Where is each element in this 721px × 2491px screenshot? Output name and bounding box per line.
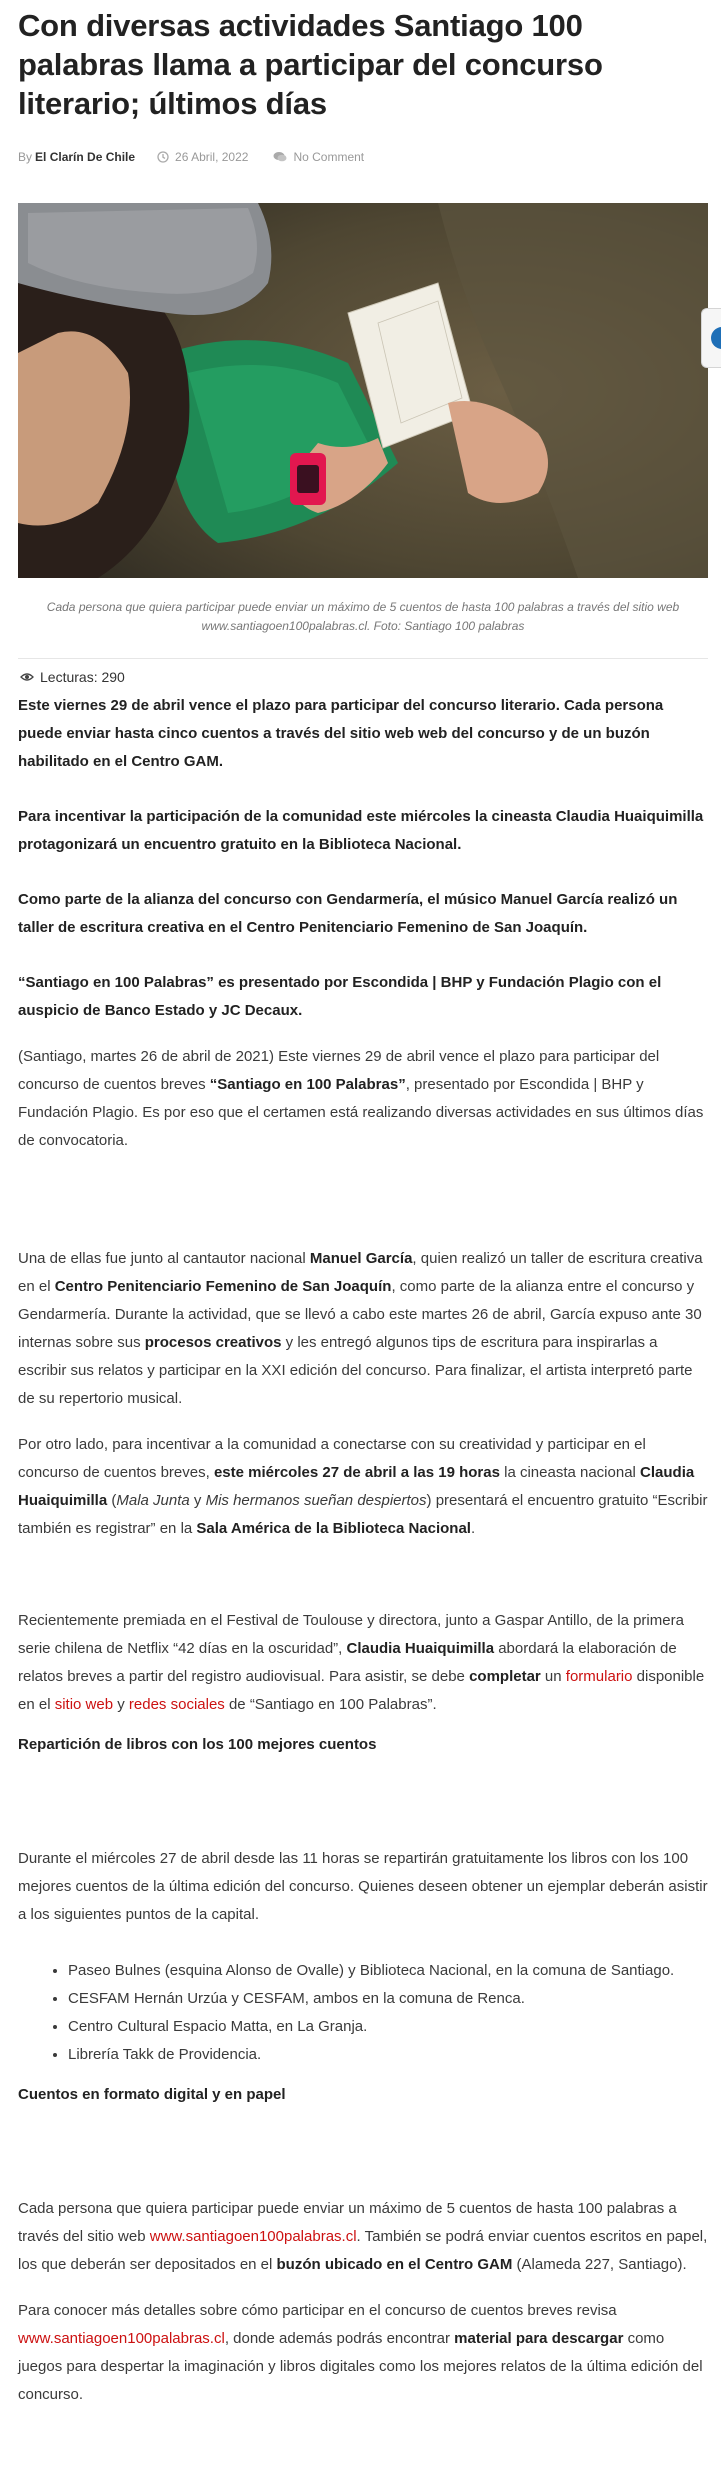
section-heading-books: Repartición de libros con los 100 mejores cuentos (18, 1736, 377, 1753)
bold-text: procesos creativos (144, 1334, 282, 1351)
by-label: By (18, 150, 33, 164)
reads-count: 290 (101, 669, 125, 685)
list-item: • Paseo Bulnes (esquina Alonso de Ovalle) y Biblioteca Nacional, en la comuna de Santiago. (68, 1957, 708, 1985)
body-paragraph (18, 1245, 708, 1413)
text: un (540, 1668, 566, 1685)
list-item: • Librería Takk de Providencia. (68, 2041, 708, 2069)
bold-text: este miércoles 27 de abril a las 19 horas (213, 1464, 500, 1481)
post-date (157, 150, 248, 164)
bold-text: material para descargar (454, 2330, 624, 2347)
form-link[interactable]: formulario (565, 1668, 633, 1685)
text: , como parte de la alianza entre el concurso y Gendarmería. Durante la actividad, que se llevó a cabo este martes 26 de abril, García expuso ante 30 internas sobre sus (18, 1278, 702, 1351)
text: como juegos para despertar la imaginación y libros digitales como los mejores relatos de la última edición del concurso. (18, 2330, 703, 2403)
text: (Santiago, martes 26 de abril de 2021) Este viernes 29 de abril vence el plazo para participar del concurso de cuentos breves (18, 1048, 660, 1093)
distribution-points-list (68, 1957, 708, 2069)
bold-text: completar (469, 1668, 541, 1685)
text: Para conocer más detalles sobre cómo participar en el concurso de cuentos breves revisa (18, 2302, 617, 2319)
bold-text: Manuel García (309, 1250, 413, 1267)
featured-photo (18, 203, 708, 578)
text: y (113, 1696, 129, 1713)
social-media-link[interactable]: redes sociales (128, 1696, 225, 1713)
section-heading-format: Cuentos en formato digital y en papel (18, 2086, 286, 2103)
lead-paragraph: Como parte de la alianza del concurso con Gendarmería, el músico Manuel García realizó un taller de escritura creativa en el Centro Penitenciario Femenino de San Joaquín. (18, 891, 678, 936)
reads-counter (18, 667, 708, 687)
featured-image (18, 203, 708, 578)
floating-side-tab[interactable] (701, 308, 721, 368)
bold-text: “Santiago en 100 Palabras” (209, 1076, 406, 1093)
body-paragraph (18, 1607, 708, 1719)
text: . También se podrá enviar cuentos escritos en papel, los que deberán ser depositados en el (18, 2228, 708, 2273)
body-paragraph (18, 2195, 708, 2279)
lead-paragraph: “Santiago en 100 Palabras” es presentado por Escondida | BHP y Fundación Plagio con el auspicio de Banco Estado y JC Decaux. (18, 974, 662, 1019)
date-text: 26 Abril, 2022 (175, 150, 249, 164)
lead-paragraph: Para incentivar la participación de la comunidad este miércoles la cineasta Claudia Huaiquimilla protagonizará un encuentro gratuito en la Biblioteca Nacional. (18, 808, 704, 853)
body-paragraph (18, 2297, 708, 2409)
text: ) presentará el encuentro gratuito “Escribir también es registrar” en la (18, 1492, 708, 1537)
article (18, 0, 708, 2409)
body-paragraph (18, 1431, 708, 1543)
italic-text: Mala Junta (116, 1492, 190, 1509)
bold-text: buzón ubicado en el Centro GAM (276, 2256, 513, 2273)
text: (Alameda 227, Santiago). (512, 2256, 687, 2273)
text: , donde además podrás encontrar (224, 2330, 455, 2347)
text: Una de ellas fue junto al cantautor nacional (18, 1250, 310, 1267)
side-tab-icon (711, 327, 721, 349)
text: y (189, 1492, 206, 1509)
text: Por otro lado, para incentivar a la comunidad a conectarse con su creatividad y participar en el concurso de cuentos breves, (18, 1436, 646, 1481)
contest-site-link[interactable]: www.santiagoen100palabras.cl (149, 2228, 357, 2245)
text: . (470, 1520, 476, 1537)
image-caption: Cada persona que quiera participar puede enviar un máximo de 5 cuentos de hasta 100 palabras a través del sitio web www.santiagoen100palabras.cl. Foto: Santiago 100 palabras (46, 600, 680, 633)
body-paragraph (18, 1043, 708, 1155)
body-paragraph: Durante el miércoles 27 de abril desde las 11 horas se repartirán gratuitamente los libros con los 100 mejores cuentos de la última edición del concurso. Quienes deseen obtener un ejemplar deberán asistir a los siguientes puntos de la capital. (18, 1850, 708, 1923)
contest-site-link[interactable]: www.santiagoen100palabras.cl (18, 2330, 225, 2347)
italic-text: Mis hermanos sueñan despiertos (205, 1492, 427, 1509)
comments-text: No Comment (293, 150, 365, 164)
article-title: Con diversas actividades Santiago 100 palabras llama a participar del concurso literario; últimos días (18, 8, 603, 121)
bold-text: Centro Penitenciario Femenino de San Joaquín (54, 1278, 392, 1295)
text: la cineasta nacional (499, 1464, 641, 1481)
text: Cada persona que quiera participar puede enviar un máximo de 5 cuentos de hasta 100 palabras a través del sitio web (18, 2200, 677, 2245)
list-item: • Centro Cultural Espacio Matta, en La Granja. (68, 2013, 708, 2041)
text: disponible en el (18, 1668, 705, 1713)
clock-icon (157, 151, 169, 163)
text: Recientemente premiada en el Festival de Toulouse y directora, junto a Gaspar Antillo, de la primera serie chilena de Netflix “42 días en la oscuridad”, (18, 1612, 684, 1657)
bold-text: Claudia Huaiquimilla (18, 1464, 695, 1509)
text: y les entregó algunos tips de escritura para inspirarlas a escribir sus relatos y participar en la XXI edición del concurso. Para finalizar, el artista interpretó parte de su repertorio musical. (18, 1334, 693, 1407)
bold-text: Claudia Huaiquimilla (346, 1640, 495, 1657)
bold-text: Sala América de la Biblioteca Nacional (196, 1520, 471, 1537)
eye-icon (20, 672, 34, 682)
list-item: • CESFAM Hernán Urzúa y CESFAM, ambos en la comuna de Renca. (68, 1985, 708, 2013)
author-link[interactable]: El Clarín De Chile (35, 150, 136, 164)
lead-paragraph: Este viernes 29 de abril vence el plazo para participar del concurso literario. Cada persona puede enviar hasta cinco cuentos a través del sitio web web del concurso y de un buzón habilitado en el Centro GAM. (18, 697, 664, 770)
divider (18, 658, 708, 659)
article-meta (18, 148, 708, 166)
comment-icon (273, 151, 287, 163)
text: abordará la elaboración de relatos breves a partir del registro audiovisual. Para asistir, se debe (18, 1640, 677, 1685)
comments-link[interactable] (273, 150, 364, 164)
reads-label: Lecturas: (40, 669, 98, 685)
text: ( (107, 1492, 117, 1509)
text: de “Santiago en 100 Palabras”. (224, 1696, 437, 1713)
text: , quien realizó un taller de escritura creativa en el (18, 1250, 703, 1295)
website-link[interactable]: sitio web (54, 1696, 114, 1713)
text: , presentado por Escondida | BHP y Fundación Plagio. Es por eso que el certamen está realizando diversas actividades en sus últimos días de convocatoria. (18, 1076, 704, 1149)
